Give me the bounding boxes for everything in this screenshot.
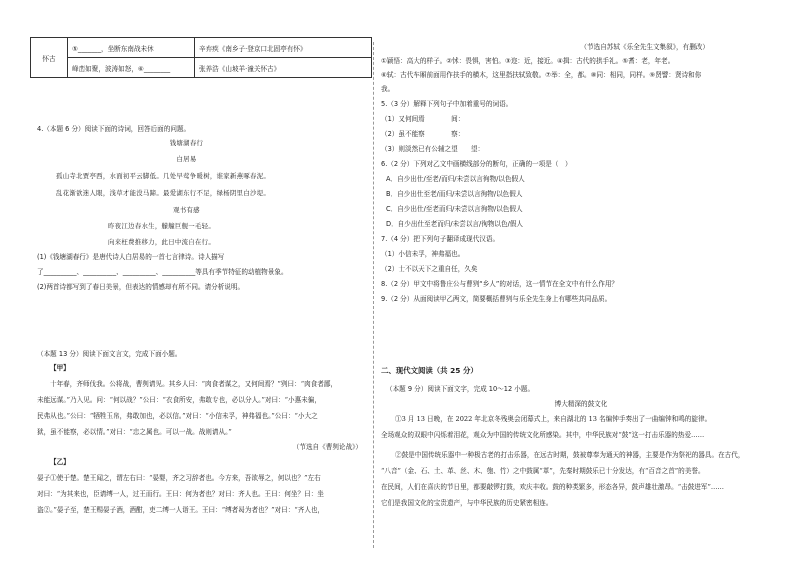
- q4-sub2: (2)两首诗都写到了春日美景，但表达的情感却有所不同。请分析说明。: [37, 283, 245, 291]
- article-para: 它们是我国文化的宝贵遗产，与中华民族的历史紧密相连。: [381, 499, 553, 507]
- q4-sub1-blanks: 了__________、__________、__________、__________等具有季节特征的动植物景象。: [37, 268, 288, 276]
- question-line: 6.（2 分）下列对乙文中画横线部分的断句，正确的一项是（ ）: [381, 160, 572, 168]
- table-row: [31, 38, 372, 58]
- jia-line: 民弗从也。”公曰：“牺牲玉帛，弗敢加也，必以信。”对曰：“小信未孚，神弗福也。”公曰：“小大之: [37, 412, 318, 420]
- option-d: D．自少出仕至老而归/未尝以言/徇物以色/假人: [386, 220, 524, 228]
- option-c: C．自少出仕/至老而归/未尝以言徇物/以色假人: [386, 205, 523, 213]
- jia-line: 未能远谋。”乃入见。问：“何以战？”公曰：“衣食所安，弗敢专也，必以分人。”对曰：“小惠未徧，: [37, 396, 321, 404]
- question-line: （2）虽不能察 察：: [381, 130, 465, 138]
- poetry-table: [30, 37, 372, 78]
- jia-source: （节选自《曹刿论战》）: [292, 443, 362, 451]
- poem1-line: 孤山寺北贾亭西，水面初平云脚低。几处早莺争暖树，谁家新燕啄春泥。: [56, 172, 271, 180]
- question-line: （1）小信未孚，神弗福也。: [381, 250, 465, 258]
- article-para: “八音”（金、石、土、革、丝、木、匏、竹）之中鼓属“革”，先秦时期鼓乐已十分发达，有“百音之首”的美誉。: [381, 467, 705, 475]
- note-line: ①颖悟：高大的样子。②怵：畏惧，害怕。③迩：近，接近。④揖：古代的拱手礼。⑤耆：老，年老。: [381, 57, 675, 65]
- q5-intro: （本题 13 分）阅读下面文言文，完成下面小题。: [37, 350, 182, 358]
- table-cell-question: ⑤_______，坐断东南战未休: [68, 38, 195, 58]
- poem1-line: 乱花渐欲迷人眼，浅草才能没马蹄。最爱湖东行不足，绿杨阴里白沙堤。: [56, 189, 271, 197]
- option-a: A．自少出仕/至老/而归/未尝以言徇物/以色假人: [386, 175, 525, 183]
- poem2-line: 昨夜江边春水生，艨艟巨舰一毛轻。: [108, 222, 216, 230]
- right-source: （节选自苏轼《乐全先生文集叙》，有删改）: [580, 43, 709, 51]
- note-line: ⑥轼：古代车厢前面用作扶手的横木，这里指扶轼致敬。⑦举：全，都。⑧同：相同，同样。⑨贤譬：贤诗和你: [381, 71, 702, 79]
- question-line: 9.（2 分）从面阅读甲乙两文，简要概括曹刿与乐全先生身上有哪些共同品质。: [381, 295, 612, 303]
- article-para: 在民间，人们在喜庆的节日里，都要敲锣打鼓，欢庆丰收。鼓的种类繁多，形态各异，鼓声雄壮激昂。“击鼓进军”……: [381, 483, 725, 491]
- article-para: ①3 月 13 日晚，在 2022 年北京冬残奥会闭幕式上，来自湖北的 13 名编钟手奏出了一曲编钟和鸣的旋律。: [395, 415, 712, 423]
- poem1-author: 白居易: [176, 155, 197, 163]
- table-row: [31, 58, 372, 78]
- yi-line: 盗②。”晏子至，楚王赐晏子酒，酒酣，吏二缚一人诣王。王曰：“缚者曷为者也？”对曰：“齐人也，: [37, 506, 325, 514]
- section-heading: 二、现代文阅读（共 25 分）: [381, 366, 478, 375]
- question-line: 7.（4 分）把下列句子翻译成现代汉语。: [381, 235, 500, 243]
- article-para: 全场观众的双眼中闪烁着泪花，观众为中国的传统文化所感染。其中，中华民族对“鼓”这一打击乐器的热爱……: [381, 431, 705, 439]
- poem2-title: 观书有感: [173, 206, 200, 214]
- q4-sub1: (1)《钱塘湖春行》是唐代诗人白居易的一首七言律诗。诗人描写: [37, 253, 225, 261]
- column-divider: [373, 42, 374, 548]
- table-cell-source: 辛弃疾《南乡子·登京口北固亭有怀》: [195, 38, 372, 58]
- yi-line: 对曰：“为其来也，臣请缚一人，过王而行。王曰：何为者也？对曰：齐人也。王曰：何坐？曰：坐: [37, 490, 324, 498]
- question-line: 8.（2 分）甲文中将鲁庄公与曹刿“乡人”的对话，这一情节在全文中有什么作用？: [381, 280, 619, 288]
- q10-intro: （本题 9 分）阅读下面文字，完成 10～12 小题。: [386, 385, 535, 393]
- table-cell-question: 峰峦如聚，波涛如怒，⑥________: [68, 58, 195, 78]
- yi-label: 【乙】: [50, 458, 70, 466]
- table-category: 怀古: [31, 38, 68, 78]
- yi-line: 晏子①使于楚。楚王闻之，谓左右曰：“晏婴，齐之习辞者也。今方来，吾欲辱之，何以也？”左右: [37, 474, 321, 482]
- table-cell-source: 张养浩《山坡羊·潼关怀古》: [195, 58, 372, 78]
- question-line: 5.（3 分）解释下列句子中加着重号的词语。: [381, 100, 513, 108]
- poem1-title: 钱塘湖春行: [169, 139, 204, 147]
- article-title: 博大精深的鼓文化: [554, 400, 608, 408]
- article-para: ②鼓是中国传统乐器中一种极古老的打击乐器，在远古时期，鼓被尊奉为通天的神器，主要是作为祭祀的器具。在古代，: [395, 451, 745, 459]
- question-line: （2）士不以天下之重自任，久矣: [381, 265, 478, 273]
- jia-label: 【甲】: [50, 364, 70, 372]
- q4-intro: 4.（本题 6 分）阅读下面的诗词，回答后面的问题。: [37, 125, 191, 133]
- poem2-line: 向来枉费推移力，此日中流自在行。: [108, 238, 216, 246]
- jia-line: 十年春，齐师伐我。公将战，曹刿请见。其乡人曰：“肉食者谋之，又何间焉？”刿曰：“肉食者鄙，: [50, 380, 338, 388]
- note-line: 我。: [381, 85, 395, 93]
- question-line: （3）则淡然已有公辅之望 望：: [381, 145, 485, 153]
- question-line: （1）又何间焉 间：: [381, 115, 465, 123]
- option-b: B．自少出仕至老/而归/未尝以言徇物/以色假人: [386, 190, 523, 198]
- jia-line: 狱，虽不能察，必以情。”对曰：“忠之属也。可以一战。战则请从。”: [37, 428, 232, 436]
